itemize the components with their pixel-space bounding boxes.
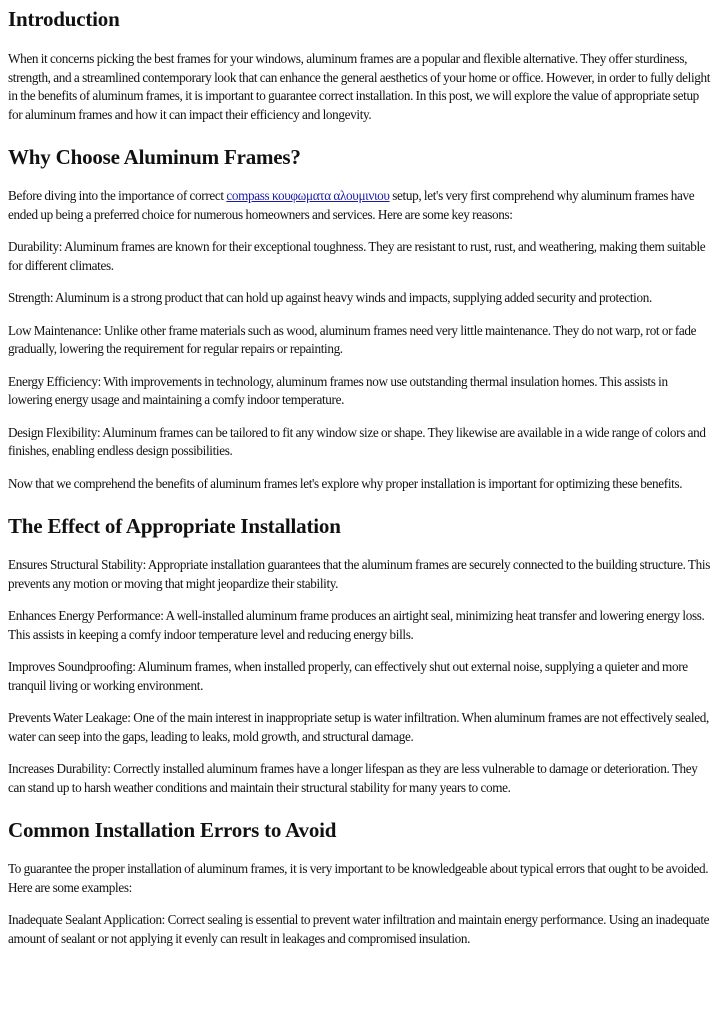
why-item-durability: Durability: Aluminum frames are known for their exceptional toughness. They are resistant to rust, rust, and weathering, making them suitable for different climates. [8, 239, 706, 273]
effect-item-water-leakage: Prevents Water Leakage: One of the main interest in inappropriate setup is water infiltration. When aluminum frames are not effectively sealed, water can seep into the gaps, leading to leaks, mold growth, and structural damage. [8, 710, 709, 744]
why-item-strength: Strength: Aluminum is a strong product that can hold up against heavy winds and impacts, supplying added security and protection. [8, 290, 652, 305]
why-lead-paragraph [8, 187, 714, 224]
effect-heading: The Effect of Appropriate Installation [8, 514, 341, 538]
why-lead-before: Before diving into the importance of correct [8, 188, 227, 203]
effect-item-durability: Increases Durability: Correctly installed aluminum frames have a longer lifespan as they are less vulnerable to damage or deterioration. They can stand up to harsh weather conditions and maintain their structural stability for many years to come. [8, 761, 698, 795]
effect-item-energy-performance: Enhances Energy Performance: A well-installed aluminum frame produces an airtight seal, minimizing heat transfer and lowering energy loss. This assists in keeping a comfy indoor temperature level and reducing energy bills. [8, 608, 705, 642]
intro-heading: Introduction [8, 7, 120, 31]
effect-item-structural-stability: Ensures Structural Stability: Appropriate installation guarantees that the aluminum frames are securely connected to the building structure. This prevents any motion or moving that might jeopardize their stability. [8, 557, 710, 591]
errors-heading: Common Installation Errors to Avoid [8, 818, 337, 842]
why-lead-after: setup, let's very first comprehend why aluminum frames have ended up being a preferred choice for numerous homeowners and services. Here are some key reasons: [8, 188, 695, 222]
why-item-low-maintenance: Low Maintenance: Unlike other frame materials such as wood, aluminum frames need very little maintenance. They do not warp, rot or fade gradually, lowering the requirement for regular repairs or repainting. [8, 322, 697, 356]
errors-item-sealant: Inadequate Sealant Application: Correct sealing is essential to prevent water infiltration and maintain energy performance. Using an inadequate amount of sealant or not applying it evenly can result in leakages and compromised insulation. [8, 912, 710, 946]
why-closing-paragraph: Now that we comprehend the benefits of aluminum frames let's explore why proper installation is important for optimizing these benefits. [8, 475, 683, 491]
why-item-energy-efficiency: Energy Efficiency: With improvements in technology, aluminum frames now use outstanding thermal insulation homes. This assists in lowering energy usage and maintaining a comfy indoor temperature. [8, 373, 668, 407]
why-heading: Why Choose Aluminum Frames? [8, 145, 301, 169]
effect-item-soundproofing: Improves Soundproofing: Aluminum frames, when installed properly, can effectively shut out external noise, supplying a quieter and more tranquil living or working environment. [8, 659, 688, 693]
why-item-design-flexibility: Design Flexibility: Aluminum frames can be tailored to fit any window size or shape. They likewise are available in a wide range of colors and finishes, enabling endless design possibilities. [8, 424, 706, 458]
errors-intro-paragraph: To guarantee the proper installation of aluminum frames, it is very important to be knowledgeable about typical errors that ought to be avoided. Here are some examples: [8, 861, 709, 895]
intro-paragraph: When it concerns picking the best frames for your windows, aluminum frames are a popular and flexible alternative. They offer sturdiness, strength, and a streamlined contemporary look that can enhance the general aesthetics of your home or office. However, in order to fully delight in the benefits of aluminum frames, it is important to guarantee correct installation. In this post, we will explore the value of appropriate setup for aluminum frames and how it can impact their efficiency and longevity. [8, 51, 711, 122]
compass-link[interactable]: compass κουφωματα αλουμινιου [226, 188, 390, 203]
